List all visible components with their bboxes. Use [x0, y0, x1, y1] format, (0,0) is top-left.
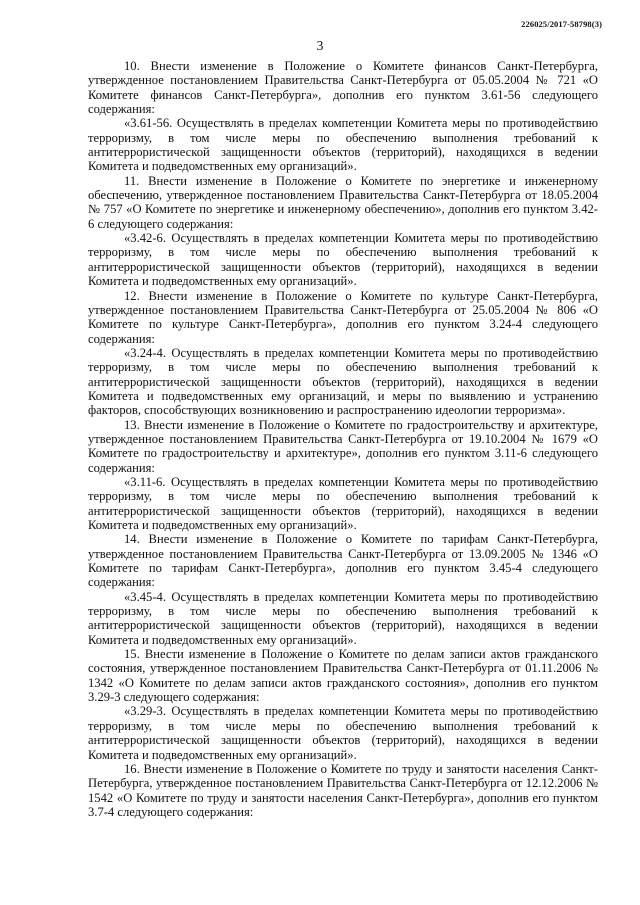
paragraph-item-16: 16. Внести изменение в Положение о Комитете по труду и занятости населения Санкт-Петербурга, утвержденное постановлением Правительства Санкт-Петербурга от 12.12.2006 № 1542 «О Комитете по труду и занятости населения Санкт-Петербурга», дополнив его пунктом 3.7-4 следующего содержания:: [88, 761, 598, 819]
paragraph-amendment-3-42-6: «3.42-6. Осуществлять в пределах компетенции Комитета меры по противодействию терроризму, в том числе меры по обеспечению выполнения требований к антитеррористической защищенности объектов (территорий), находящихся в ведении Комитета и подведомственных ему организаций».: [88, 231, 598, 289]
paragraph-item-11: 11. Внести изменение в Положение о Комитете по энергетике и инженерному обеспечению, утвержденное постановлением Правительства Санкт-Петербурга от 18.05.2004 № 757 «О Комитете по энергетике и инженерному обеспечению», дополнив его пунктом 3.42-6 следующего содержания:: [88, 173, 598, 231]
document-code: 226025/2017-58798(3): [521, 19, 602, 29]
paragraph-amendment-3-61-56: «3.61-56. Осуществлять в пределах компетенции Комитета меры по противодействию терроризму, в том числе меры по обеспечению выполнения требований к антитеррористической защищенности объектов (территорий), находящихся в ведении Комитета и подведомственных ему организаций».: [88, 116, 598, 174]
document-body: [88, 59, 598, 819]
paragraph-item-13: 13. Внести изменение в Положение о Комитете по градостроительству и архитектуре, утвержденное постановлением Правительства Санкт-Петербурга от 19.10.2004 № 1679 «О Комитете по градостроительству и архитектуре», дополнив его пунктом 3.11-6 следующего содержания:: [88, 417, 598, 475]
paragraph-amendment-3-45-4: «3.45-4. Осуществлять в пределах компетенции Комитета меры по противодействию терроризму, в том числе меры по обеспечению выполнения требований к антитеррористической защищенности объектов (территорий), находящихся в ведении Комитета и подведомственных ему организаций».: [88, 589, 598, 647]
paragraph-item-10: 10. Внести изменение в Положение о Комитете финансов Санкт-Петербурга, утвержденное постановлением Правительства Санкт-Петербурга от 05.05.2004 № 721 «О Комитете финансов Санкт-Петербурга», дополнив его пунктом 3.61-56 следующего содержания:: [88, 59, 598, 117]
paragraph-amendment-3-29-3: «3.29-3. Осуществлять в пределах компетенции Комитета меры по противодействию терроризму, в том числе меры по обеспечению выполнения требований к антитеррористической защищенности объектов (территорий), находящихся в ведении Комитета и подведомственных ему организаций».: [88, 704, 598, 762]
paragraph-item-14: 14. Внести изменение в Положение о Комитете по тарифам Санкт-Петербурга, утвержденное постановлением Правительства Санкт-Петербурга от 13.09.2005 № 1346 «О Комитете по тарифам Санкт-Петербурга», дополнив его пунктом 3.45-4 следующего содержания:: [88, 532, 598, 590]
paragraph-item-12: 12. Внести изменение в Положение о Комитете по культуре Санкт-Петербурга, утвержденное постановлением Правительства Санкт-Петербурга от 25.05.2004 № 806 «О Комитете по культуре Санкт-Петербурга», дополнив его пунктом 3.24-4 следующего содержания:: [88, 288, 598, 346]
paragraph-amendment-3-11-6: «3.11-6. Осуществлять в пределах компетенции Комитета меры по противодействию терроризму, в том числе меры по обеспечению выполнения требований к антитеррористической защищенности объектов (территорий), находящихся в ведении Комитета и подведомственных ему организаций».: [88, 474, 598, 532]
page-number: 3: [316, 38, 324, 53]
paragraph-amendment-3-24-4: «3.24-4. Осуществлять в пределах компетенции Комитета меры по противодействию терроризму, в том числе меры по обеспечению выполнения требований к антитеррористической защищенности объектов (территорий), находящихся в ведении Комитета и подведомственных ему организаций, и меры по выявлению и устранению факторов, способствующих возникновению и распространению идеологии терроризма».: [88, 345, 598, 418]
paragraph-item-15: 15. Внести изменение в Положение о Комитете по делам записи актов гражданского состояния, утвержденное постановлением Правительства Санкт-Петербурга от 01.11.2006 № 1342 «О Комитете по делам записи актов гражданского состояния», дополнив его пунктом 3.29-3 следующего содержания:: [88, 647, 598, 705]
